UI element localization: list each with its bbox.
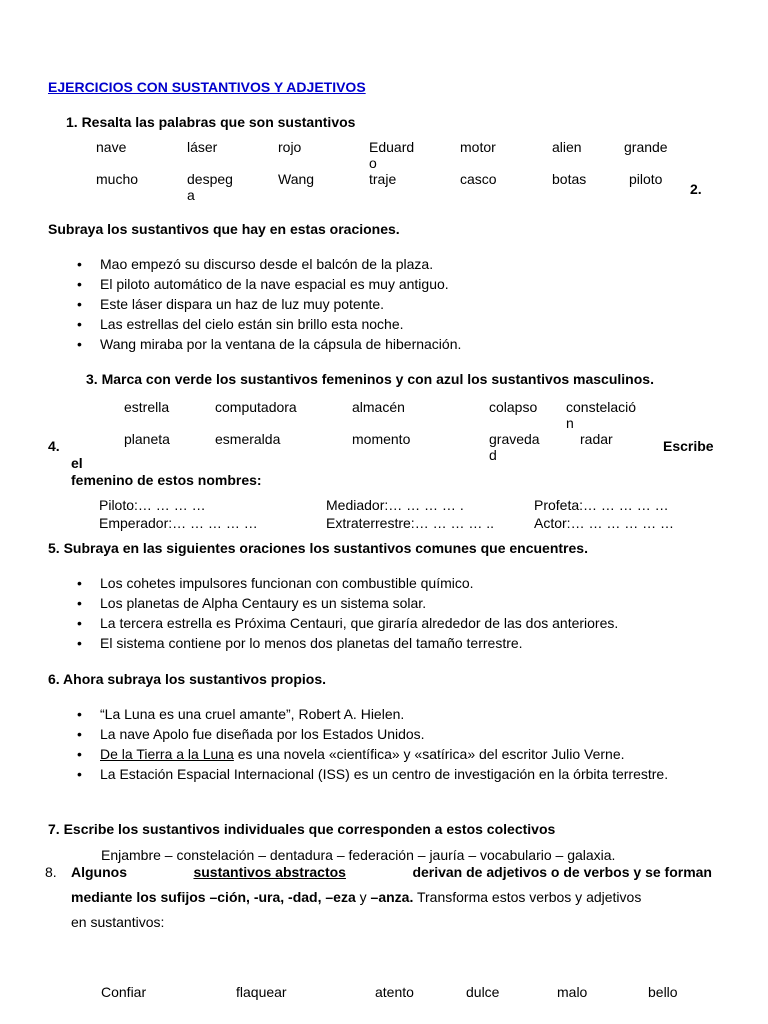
list-item-text: es una novela «científica» y «satírica» del escritor Julio Verne. (233, 746, 625, 762)
ex3-word: planeta (124, 431, 170, 447)
list-item: • Wang miraba por la ventana de la cápsula de hibernación. (77, 334, 461, 354)
ex1-word: despeg (187, 171, 233, 187)
ex8-word: Confiar (101, 984, 147, 1000)
ex8-number-label: 8. (45, 864, 57, 880)
ex8-word: dulce (466, 984, 500, 1000)
list-item: • Mao empezó su discurso desde el balcón de la plaza. (77, 254, 461, 274)
ex8-word: malo (557, 984, 588, 1000)
ex1-heading: 1. Resalta las palabras que son sustantivos (66, 114, 356, 130)
ex1-word: alien (552, 139, 582, 155)
ex1-word: botas (552, 171, 587, 187)
ex6-sentence-list (77, 704, 700, 804)
ex4-heading: femenino de estos nombres: (71, 472, 262, 488)
ex3-word-wrap: d (489, 447, 497, 463)
ex1-word: Eduard (369, 139, 415, 155)
list-item: • Los planetas de Alpha Centaury es un sistema solar. (77, 593, 618, 613)
ex3-word: radar (580, 431, 613, 447)
list-item: • Los cohetes impulsores funcionan con combustible químico. (77, 573, 618, 593)
ex8-word: flaquear (236, 984, 287, 1000)
ex1-word: rojo (278, 139, 302, 155)
list-item: • Las estrellas del cielo están sin brillo esta noche. (77, 314, 461, 334)
ex2-sentence-list (77, 254, 461, 354)
ex4-field: Emperador:… … … … … (99, 515, 258, 531)
ex8-suffix-anza: –anza. (370, 889, 414, 905)
ex7-heading: 7. Escribe los sustantivos individuales que corresponden a estos colectivos (48, 821, 556, 837)
ex8-word: atento (375, 984, 414, 1000)
ex1-word: traje (369, 171, 397, 187)
ex3-word: momento (352, 431, 411, 447)
ex4-field: Mediador:… … … … . (326, 497, 464, 513)
ex8-and: y (355, 889, 371, 905)
ex1-word: casco (460, 171, 497, 187)
ex1-word: motor (460, 139, 496, 155)
ex8-line1 (71, 864, 712, 880)
ex4-heading-el: el (71, 455, 83, 471)
ex2-heading: Subraya los sustantivos que hay en estas oraciones. (48, 221, 400, 237)
ex1-word: grande (624, 139, 668, 155)
list-item (77, 744, 700, 764)
list-item: • El piloto automático de la nave espacial es muy antiguo. (77, 274, 461, 294)
ex4-field: Piloto:… … … … (99, 497, 206, 513)
list-item: • La nave Apolo fue diseñada por los Estados Unidos. (77, 724, 700, 744)
ex6-heading: 6. Ahora subraya los sustantivos propios. (48, 671, 326, 687)
ex3-word: esmeralda (215, 431, 281, 447)
ex1-word-wrap: o (369, 155, 377, 171)
ex1-word-wrap: a (187, 187, 195, 203)
ex3-word: graveda (489, 431, 540, 447)
ex8-word-algunos: Algunos (71, 864, 127, 880)
ex5-heading: 5. Subraya en las siguientes oraciones los sustantivos comunes que encuentres. (48, 540, 588, 556)
ex3-word: computadora (215, 399, 297, 415)
ex8-line2-rest: Transforma estos verbos y adjetivos (413, 889, 642, 905)
ex1-word: láser (187, 139, 218, 155)
list-item: • La tercera estrella es Próxima Centauri, que giraría alrededor de las dos anteriores. (77, 613, 618, 633)
ex8-line2 (71, 889, 641, 905)
ex4-field: Profeta:… … … … … (534, 497, 669, 513)
ex2-number: 2. (690, 181, 702, 197)
ex3-heading: 3. Marca con verde los sustantivos femeninos y con azul los sustantivos masculinos. (86, 371, 654, 387)
ex3-word-wrap: n (566, 415, 574, 431)
ex1-word: mucho (96, 171, 139, 187)
ex5-sentence-list (77, 573, 618, 653)
ex8-line3: en sustantivos: (71, 914, 165, 930)
ex4-number: 4. (48, 438, 60, 454)
ex8-abstract-nouns: sustantivos abstractos (193, 864, 346, 880)
ex4-field: Actor:… … … … … … (534, 515, 675, 531)
ex8-line1-rest: derivan de adjetivos o de verbos y se forman (412, 864, 712, 880)
ex3-word: estrella (124, 399, 170, 415)
ex1-word: Wang (278, 171, 315, 187)
book-title: De la Tierra a la Luna (100, 746, 234, 762)
ex1-word: piloto (629, 171, 663, 187)
ex8-suffixes: mediante los sufijos –ción, -ura, -dad, –eza (71, 889, 356, 905)
ex4-field: Extraterrestre:… … … … .. (326, 515, 495, 531)
ex3-word: almacén (352, 399, 405, 415)
ex1-word: nave (96, 139, 127, 155)
list-item: • Este láser dispara un haz de luz muy potente. (77, 294, 461, 314)
ex4-heading-start: Escribe (663, 438, 714, 454)
ex3-word: colapso (489, 399, 538, 415)
ex3-word: constelació (566, 399, 637, 415)
ex8-word: bello (648, 984, 678, 1000)
ex7-collectives: Enjambre – constelación – dentadura – federación – jauría – vocabulario – galaxia. (101, 847, 616, 863)
list-item: • El sistema contiene por lo menos dos planetas del tamaño terrestre. (77, 633, 618, 653)
list-item: • “La Luna es una cruel amante”, Robert A. Hielen. (77, 704, 700, 724)
list-item: • La Estación Espacial Internacional (ISS) es un centro de investigación en la órbita terrestre. (77, 764, 700, 804)
page-title: EJERCICIOS CON SUSTANTIVOS Y ADJETIVOS (48, 79, 366, 95)
